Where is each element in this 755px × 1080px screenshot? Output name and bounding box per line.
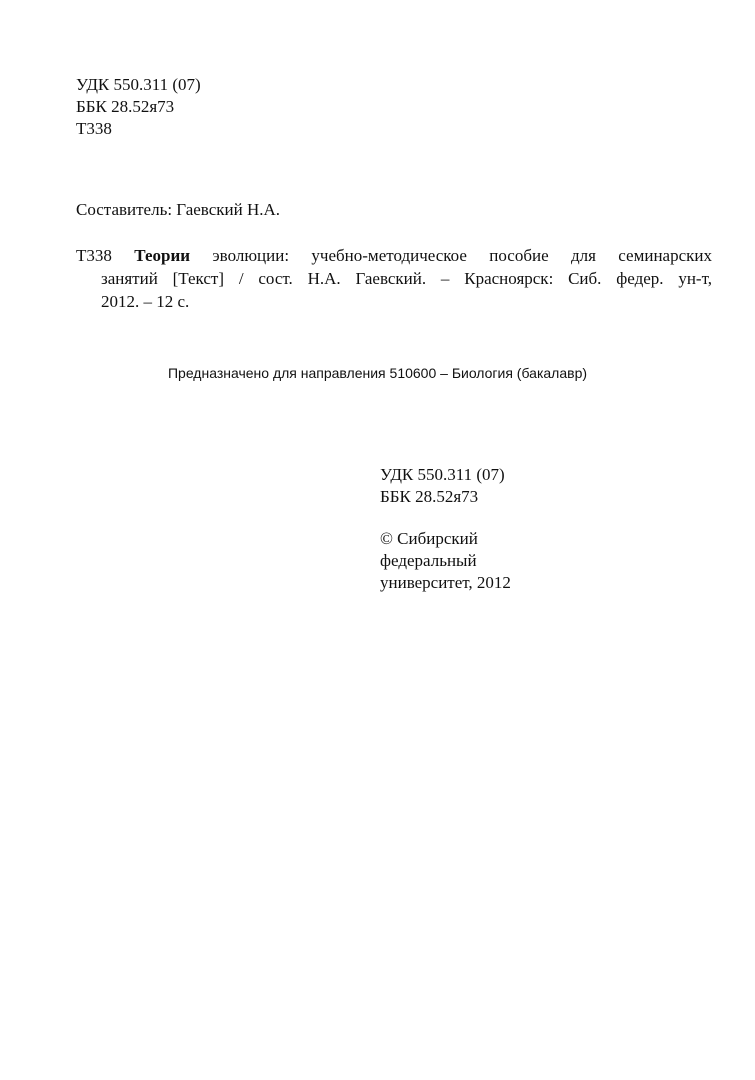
biblio-line-1 [76, 244, 712, 267]
biblio-line-1-rest: эволюции: учебно-методическое пособие для семинарских [212, 246, 712, 265]
footer-udk-code: УДК 550.311 (07) [380, 465, 505, 484]
biblio-title: Теории [134, 246, 191, 265]
biblio-mark: Т338 [76, 246, 112, 265]
udk-code: УДК 550.311 (07) [76, 75, 201, 94]
footer-bbk-code: ББК 28.52я73 [380, 487, 479, 506]
copyright-line-1: © Сибирский [380, 529, 478, 548]
header-codes [76, 74, 201, 140]
author-mark: Т338 [76, 119, 112, 138]
copyright-line-2: федеральный [380, 551, 477, 570]
bbk-code: ББК 28.52я73 [76, 97, 175, 116]
bibliographic-record [76, 244, 712, 313]
footer-codes [380, 464, 505, 508]
purpose-statement: Предназначено для направления 510600 – Биология (бакалавр) [167, 365, 588, 381]
compiler-line: Составитель: Гаевский Н.А. [76, 200, 281, 219]
biblio-line-2: занятий [Текст] / сост. Н.А. Гаевский. – Красноярск: Сиб. федер. ун-т, [101, 269, 712, 288]
copyright-line-3: университет, 2012 [380, 573, 511, 592]
biblio-line-3: 2012. – 12 с. [101, 292, 190, 311]
copyright-block [380, 528, 511, 594]
